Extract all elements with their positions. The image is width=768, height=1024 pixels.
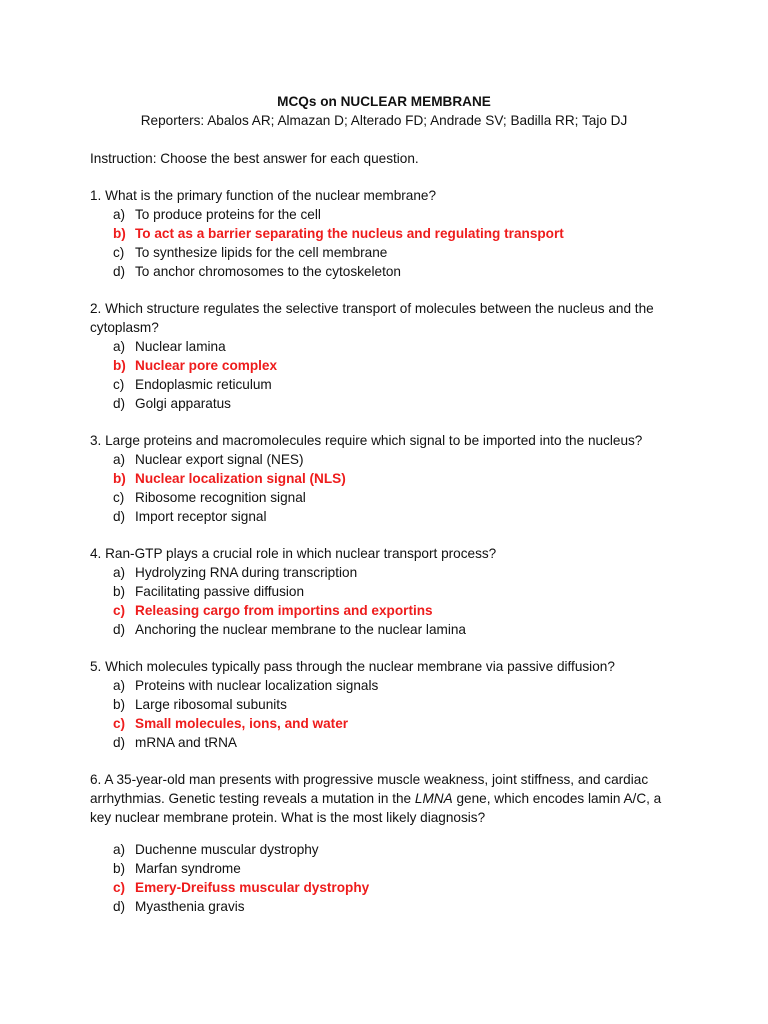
question-1-option-c xyxy=(113,243,387,262)
option-text: Anchoring the nuclear membrane to the nuclear lamina xyxy=(135,622,466,637)
question-2-text: 2. Which structure regulates the selective transport of molecules between the nucleus and the xyxy=(90,301,654,316)
option-text: Large ribosomal subunits xyxy=(135,697,287,712)
gene-name: LMNA xyxy=(414,791,453,806)
question-2-option-d xyxy=(113,394,231,413)
question-2-text: cytoplasm? xyxy=(90,320,159,335)
option-letter: a) xyxy=(113,452,126,467)
question-2-option-c xyxy=(113,375,272,394)
question-6-text: arrhythmias. Genetic testing reveals a mutation in the LMNA gene, which encodes lamin A/C, a xyxy=(90,791,662,806)
question-6-option-a xyxy=(113,840,319,859)
option-letter: d) xyxy=(113,735,126,750)
option-text: To anchor chromosomes to the cytoskeleton xyxy=(135,264,401,279)
question-1-text: 1. What is the primary function of the nuclear membrane? xyxy=(90,188,437,203)
option-letter: b) xyxy=(113,584,126,599)
option-letter: a) xyxy=(113,678,126,693)
option-letter: d) xyxy=(113,264,126,279)
option-letter: a) xyxy=(113,565,126,580)
option-letter: b) xyxy=(113,697,126,712)
question-4-option-a xyxy=(113,563,357,582)
option-text: Nuclear lamina xyxy=(135,339,226,354)
question-2-option-a xyxy=(113,337,226,356)
question-5-option-d xyxy=(113,733,237,752)
option-text: Ribosome recognition signal xyxy=(135,490,306,505)
option-letter: a) xyxy=(113,207,126,222)
question-3-text: 3. Large proteins and macromolecules require which signal to be imported into the nucleus? xyxy=(90,433,643,448)
option-letter: b) xyxy=(113,358,126,373)
option-letter: d) xyxy=(113,396,126,411)
option-text: Nuclear export signal (NES) xyxy=(135,452,304,467)
option-text: Small molecules, ions, and water xyxy=(135,716,349,731)
question-4-option-b xyxy=(113,582,304,601)
option-text: Facilitating passive diffusion xyxy=(135,584,305,599)
option-letter: c) xyxy=(113,245,125,260)
option-text: Proteins with nuclear localization signals xyxy=(135,678,379,693)
question-5-option-c-correct xyxy=(113,714,348,733)
option-text: Marfan syndrome xyxy=(135,861,241,876)
option-letter: b) xyxy=(113,861,126,876)
option-text: Emery-Dreifuss muscular dystrophy xyxy=(135,880,370,895)
option-text: mRNA and tRNA xyxy=(135,735,237,750)
question-5-option-a xyxy=(113,676,378,695)
question-4-text: 4. Ran-GTP plays a crucial role in which nuclear transport process? xyxy=(90,546,497,561)
question-6-option-d xyxy=(113,897,245,916)
option-text: To produce proteins for the cell xyxy=(135,207,321,222)
option-letter: a) xyxy=(113,339,126,354)
option-letter: d) xyxy=(113,509,126,524)
option-text: Hydrolyzing RNA during transcription xyxy=(135,565,358,580)
option-text: To act as a barrier separating the nucleus and regulating transport xyxy=(135,226,564,241)
question-2-option-b-correct xyxy=(113,356,277,375)
question-4-option-c-correct xyxy=(113,601,433,620)
question-5-text: 5. Which molecules typically pass through the nuclear membrane via passive diffusion? xyxy=(90,659,615,674)
question-3-option-b-correct xyxy=(113,469,346,488)
option-letter: c) xyxy=(113,880,126,895)
reporters-line: Reporters: Abalos AR; Almazan D; Alterado FD; Andrade SV; Badilla RR; Tajo DJ xyxy=(140,113,628,128)
option-text: Nuclear pore complex xyxy=(135,358,278,373)
option-text: Releasing cargo from importins and exportins xyxy=(135,603,433,618)
question-6-text: 6. A 35-year-old man presents with progressive muscle weakness, joint stiffness, and cardiac xyxy=(90,772,649,787)
question-6-option-c-correct xyxy=(113,878,369,897)
question-6-text: key nuclear membrane protein. What is the most likely diagnosis? xyxy=(90,810,486,825)
question-6-option-b xyxy=(113,859,241,878)
question-5-option-b xyxy=(113,695,287,714)
option-letter: a) xyxy=(113,842,126,857)
question-3-option-d xyxy=(113,507,266,526)
option-letter: d) xyxy=(113,899,126,914)
option-text: Golgi apparatus xyxy=(135,396,231,411)
option-text: Endoplasmic reticulum xyxy=(135,377,272,392)
option-text: Import receptor signal xyxy=(135,509,267,524)
question-1-option-a xyxy=(113,205,321,224)
option-letter: c) xyxy=(113,603,126,618)
option-letter: c) xyxy=(113,377,125,392)
option-letter: c) xyxy=(113,716,126,731)
option-letter: c) xyxy=(113,490,125,505)
option-letter: d) xyxy=(113,622,126,637)
document-title: MCQs on NUCLEAR MEMBRANE xyxy=(277,94,491,109)
option-letter: b) xyxy=(113,226,126,241)
option-text: Nuclear localization signal (NLS) xyxy=(135,471,346,486)
option-letter: b) xyxy=(113,471,126,486)
question-3-option-a xyxy=(113,450,303,469)
question-1-option-b-correct xyxy=(113,224,564,243)
question-4-option-d xyxy=(113,620,466,639)
option-text: Myasthenia gravis xyxy=(135,899,245,914)
question-3-option-c xyxy=(113,488,306,507)
question-1-option-d xyxy=(113,262,401,281)
option-text: Duchenne muscular dystrophy xyxy=(135,842,319,857)
option-text: To synthesize lipids for the cell membrane xyxy=(135,245,388,260)
instruction-line: Instruction: Choose the best answer for each question. xyxy=(90,151,419,166)
